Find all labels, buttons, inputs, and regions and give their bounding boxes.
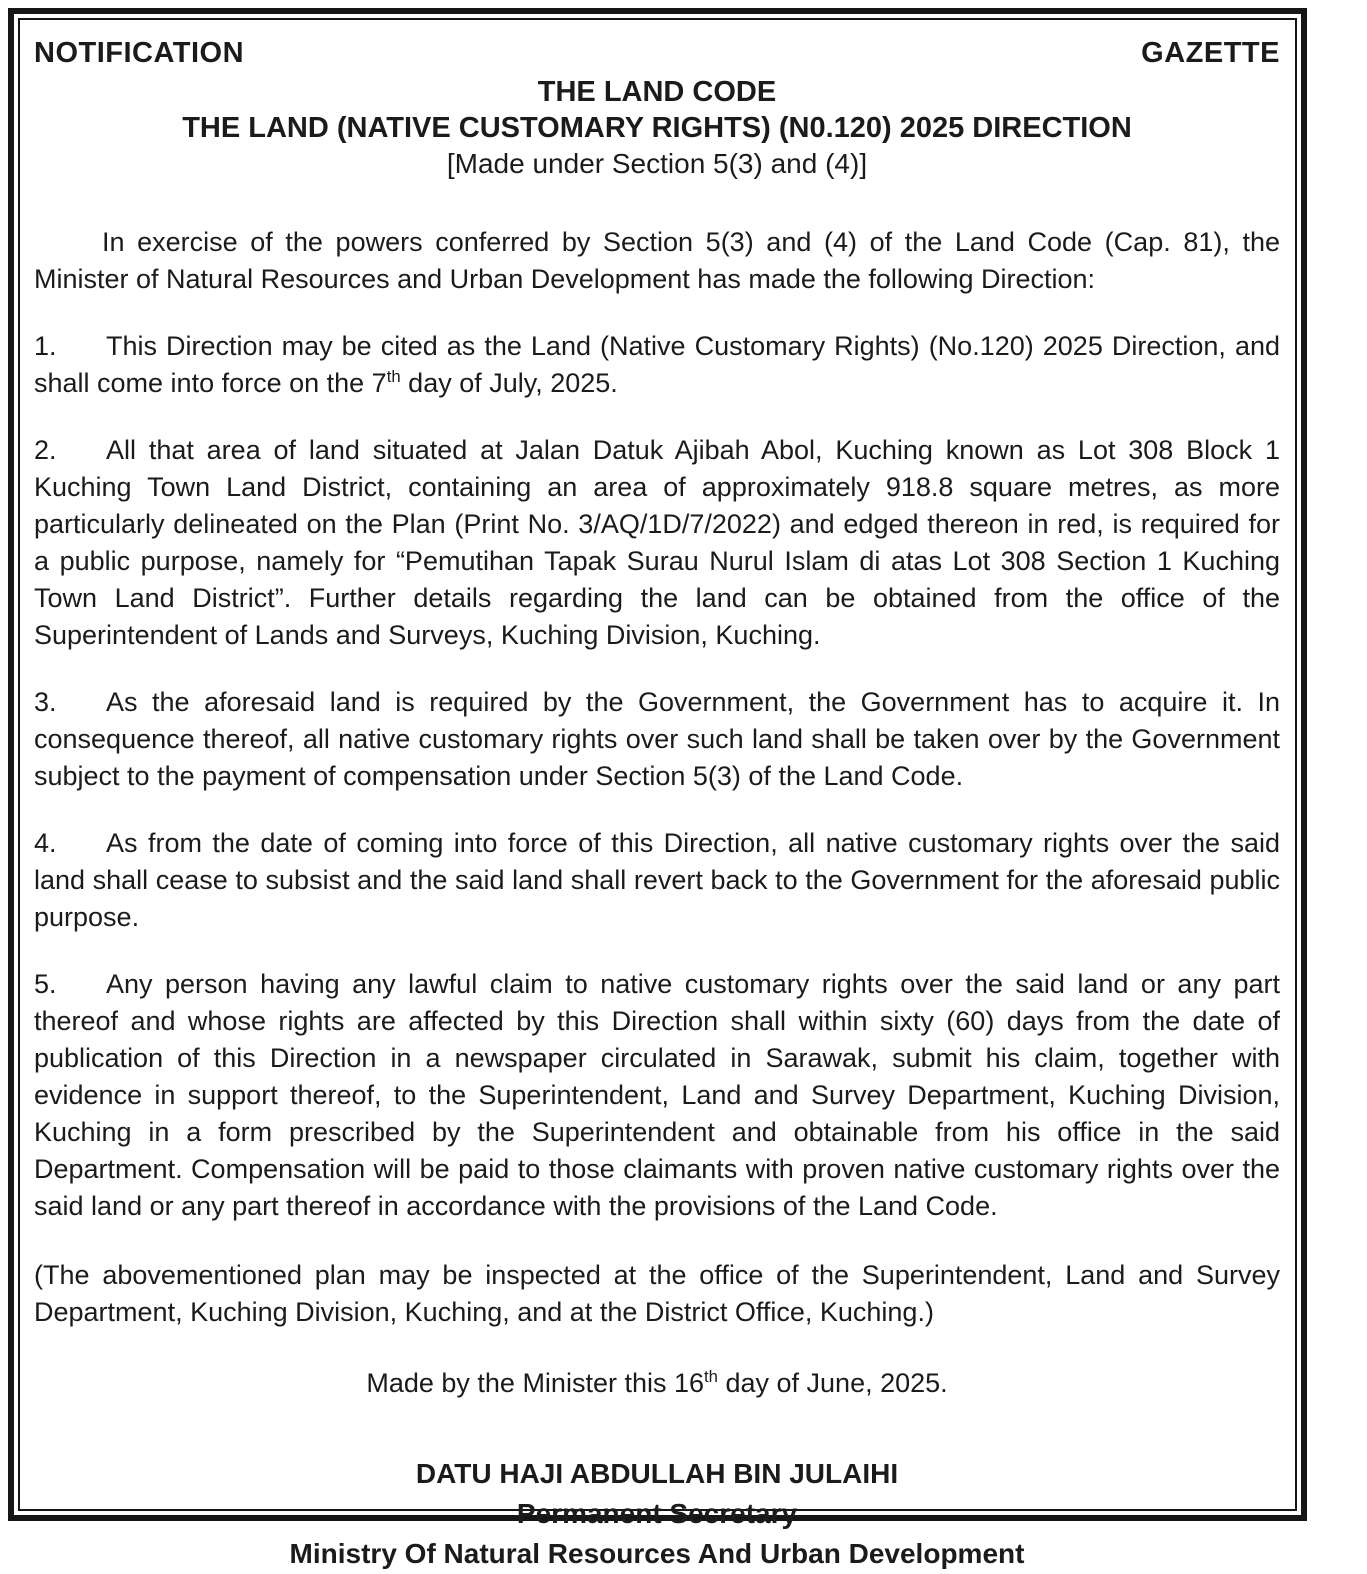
doc-title-land-code: THE LAND CODE <box>537 76 777 108</box>
document-outer-border <box>8 8 1307 1569</box>
plan-inspection-note-text: (The abovementioned plan may be inspected at the office of the Superintendent, Land and Survey Department, Kuching Division, Kuching, and at the District Office, Kuching.) <box>34 1260 1280 1327</box>
item-1-ordinal-suffix: th <box>386 367 401 386</box>
document-inner-border <box>18 18 1297 1569</box>
signatory-title: Permanent Secretary <box>516 1498 798 1529</box>
paragraph-intro <box>34 224 1280 298</box>
item-1-text-after-sup: day of July, 2025. <box>400 368 618 398</box>
doc-title-direction: THE LAND (NATIVE CUSTOMARY RIGHTS) (N0.120) 2025 DIRECTION <box>182 112 1132 144</box>
item-number-2: 2. <box>34 435 57 465</box>
plan-inspection-note <box>34 1257 1280 1331</box>
direction-item-1 <box>34 328 1280 402</box>
notification-label: NOTIFICATION <box>34 37 245 69</box>
item-number-5: 5. <box>34 969 57 999</box>
signatory-name: DATU HAJI ABDULLAH BIN JULAIHI <box>415 1458 899 1489</box>
made-line-ordinal-suffix: th <box>704 1367 718 1386</box>
paragraph-intro-text: In exercise of the powers conferred by Section 5(3) and (4) of the Land Code (Cap. 81), the Minister of Natural Resources and Urban Development has made the following Direction: <box>34 227 1280 294</box>
item-number-1: 1. <box>34 331 57 361</box>
direction-item-4 <box>34 825 1280 936</box>
signature-block <box>34 1454 1280 1574</box>
item-1-text-before-sup: This Direction may be cited as the Land (Native Customary Rights) (No.120) 2025 Direction, and shall come into force on the 7 <box>34 331 1280 398</box>
made-line-text-before-sup: Made by the Minister this 16 <box>366 1368 705 1398</box>
masthead <box>34 34 1280 72</box>
direction-item-5 <box>34 966 1280 1225</box>
item-5-text: Any person having any lawful claim to native customary rights over the said land or any part thereof and whose rights are affected by this Direction shall within sixty (60) days from the date of publication of this Direction in a newspaper circulated in Sarawak, submit his claim, together with evidence in support thereof, to the Superintendent, Land and Survey Department, Kuching Division, Kuching in a form prescribed by the Superintendent and obtainable from his office in the said Department. Compensation will be paid to those claimants with proven native customary rights over the said land or any part thereof in accordance with the provisions of the Land Code. <box>34 969 1280 1221</box>
item-4-text: As from the date of coming into force of this Direction, all native customary rights over the said land shall cease to subsist and the said land shall revert back to the Government for the aforesaid public purpose. <box>34 828 1280 932</box>
item-number-3: 3. <box>34 687 57 717</box>
doc-subtitle-made-under: [Made under Section 5(3) and (4)] <box>446 148 868 179</box>
gazette-label: GAZETTE <box>1141 37 1280 69</box>
made-by-minister-line <box>34 1365 1280 1402</box>
made-line-text-after-sup: day of June, 2025. <box>717 1368 948 1398</box>
item-number-4: 4. <box>34 828 57 858</box>
direction-item-2 <box>34 432 1280 654</box>
title-block <box>34 74 1280 182</box>
item-3-text: As the aforesaid land is required by the Government, the Government has to acquire it. In consequence thereof, all native customary rights over such land shall be taken over by the Government subject to the payment of compensation under Section 5(3) of the Land Code. <box>34 687 1280 791</box>
signatory-ministry: Ministry Of Natural Resources And Urban Development <box>289 1538 1025 1569</box>
direction-item-3 <box>34 684 1280 795</box>
item-2-text: All that area of land situated at Jalan Datuk Ajibah Abol, Kuching known as Lot 308 Block 1 Kuching Town Land District, containing an area of approximately 918.8 square metres, as more particularly delineated on the Plan (Print No. 3/AQ/1D/7/2022) and edged thereon in red, is required for a public purpose, namely for “Pemutihan Tapak Surau Nurul Islam di atas Lot 308 Section 1 Kuching Town Land District”. Further details regarding the land can be obtained from the office of the Superintendent of Lands and Surveys, Kuching Division, Kuching. <box>34 435 1280 650</box>
